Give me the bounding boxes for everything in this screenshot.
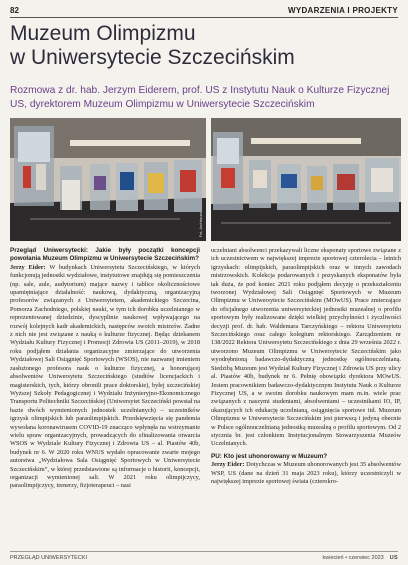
footer-right	[323, 555, 398, 561]
answer-2-text: Dotychczas w Muzeum uhonorowanych jest 35 absolwentów WSP, US (dane na dzień 31 maja 2023 roku), którzy uczestniczyli w największej imprezie sportowej świata (czterokro-	[211, 461, 401, 485]
question-2: PU: Kto jest uhonorowany w Muzeum?	[211, 452, 328, 460]
question-1: Przegląd Uniwersytecki: Jakie były początki koncepcji powołania Muzeum Olimpizmu w Uniwersytecie Szczecińskim?	[10, 247, 200, 263]
museum-photo-right	[211, 118, 401, 241]
header-divider	[10, 17, 398, 18]
page-number: 82	[10, 5, 19, 15]
article-column-left	[10, 247, 200, 549]
article-lead: Rozmowa z dr. hab. Jerzym Eiderem, prof. US z Instytutu Nauk o Kulturze Fizycznej US, dyrektorem Muzeum Olimpizmu w Uniwersytecie Szczecińskim	[10, 85, 390, 110]
article-column-right	[211, 247, 401, 549]
footer-divider	[10, 551, 398, 552]
speaker-label: Jerzy Eider:	[10, 263, 46, 271]
article-title-line-2: w Uniwersytecie Szczecińskim	[10, 46, 295, 69]
answer-1-part-2: uczelniani absolwenci przekazywali liczne eksponaty sportowe związane z ich uczestnictwem w największej imprezie sportowej czterolecia – letnich igrzyskach: olimpijskich, paraolimpijskich oraz w innych zawodach mistrzowskich. Kolekcja podarowanych i pozyskanych eksponatów była tak duża, że pod koniec 2021 roku podjąłem decyzję o przekształceniu tworzonej Wydziałowej Sali Osiągnięć Sportowych w Muzeum Olimpizmu w Uniwersytecie Szczecińskim (MOwUS). Prace zmierzające do oficjalnego utworzenia uniwersyteckiej jednostki muzealnej o profilu sportowym były realizowane dzięki wielkiej przychylności i życzliwości decyzji prof. dr. hab. Waldemara Tarczyńskiego – rektora Uniwersytetu Szczecińskiego oraz całego kolegium rektorskiego. Zarządzeniem nr 138/2022 Rektora Uniwersytetu Szczecińskiego z dnia 29 września 2022 r. utworzono Muzeum Olimpizmu w Uniwersytecie Szczecińskim jako wyodrębnioną badawczo-dydaktyczną jednostkę ogólnouczelnianą. Siedzibą Muzeum jest Wydział Kultury Fizycznej i Zdrowia US przy ulicy al. Piastów 40b, budynek nr 6. Pełnię obowiązki dyrektora MOwUS. Jestem pracownikiem badawczo-dydaktycznym Instytutu Nauk o Kulturze Fizycznej US, a w swoim dorobku naukowym mam m.in. wiele prac związanych z naszymi studentami, absolwentami – uczestnikami IO, IP, ukazujących ich edukację uczelnianą, osiągnięcia sportowe itd. Muzeum Olimpizmu w Uniwersytecie Szczecińskim jest pierwszą i jedyną obecnie w Polsce ogólnouczelnianą jednostką muzealną o profilu sportowym. Od 2 stycznia br. jest członkiem Instytucjonalnym Stowarzyszenia Muzeów Uczelnianych.	[211, 247, 401, 448]
answer-2	[211, 461, 401, 486]
publication-name: PRZEGLĄD UNIWERSYTECKI	[10, 555, 88, 561]
page-header	[10, 4, 398, 16]
speaker-label-2: Jerzy Eider:	[211, 461, 245, 469]
page-footer	[10, 553, 398, 563]
section-title: WYDARZENIA I PROJEKTY	[287, 5, 398, 15]
university-logo: US	[389, 555, 398, 561]
museum-photo-left	[10, 118, 206, 241]
photo-credit: Fot. Archiwum	[198, 211, 203, 237]
article-title-line-1: Muzeum Olimpizmu	[10, 22, 196, 45]
answer-1-text-left: W budynkach Uniwersytetu Szczecińskiego, w których funkcjonują jednostki wydziałowe, instytutowe znajdują się pomieszczenia (np. sale, aule, audytorium) mające nazwy i tablice okolicznościowe upamiętniające działalność: naukową, dydaktyczną, organizacyjną profesorów związanych z Uniwersytetem, akademickiego Szczecina, Pomorza Zachodniego, polskiej nauki, w tym ich dorobku uczelnianego w reprezentowanej dziedzinie, dyscyplinie naukowej wpływającego na rozwój kolejnych kadr akademickich, następców swoich mistrzów. Żadne z nich nie jest związane z nauką o kulturze fizycznej. Będąc dziekanem Wydziału Kultury Fizycznej i Promocji Zdrowia US (2011–2019), w 2018 roku podjąłem działania organizacyjne zmierzające do utworzenia Wydziałowej Sali Osiągnięć Sportowych (WSOS), nie nazwanej imieniem zasłużonego profesora nauk o kulturze fizycznej, a honorującej absolwentów Uniwersytetu Szczecińskiego (studiów licencjackich i magisterskich, tych, którzy obronili prace doktorskie), byłej szczecińskiej Wyższej Szkoły Pedagogicznej i Wydziału Inżynieryjno-Ekonomicznego Transportu Politechniki Szczecińskiej (Uniwersytet Szczeciński powstał na bazie dwóch wymienionych jednostek uczelnianych) – uczestników igrzysk olimpijskich lub paraolimpijskich. Przedsięwzięcia się pandemia wywołana koronawirusem COVID-19 znacząco wpłynęła na wstrzymanie wielu spraw organizacyjnych, prowadzących do sfinalizowania otwarcia WSOS w Wydziale Kultury Fizycznej i Zdrowia US – al. Piastów 40b, budynek nr 6. W 2020 roku WNUS wydało opracowanie zwarte mojego autorstwa „Wydziałowa Sala Osiągnięć Sportowych w Uniwersytecie Szczecińskim”, w której przedstawione są informacje o historii, koncepcji, organizacji wymienionej sali. W 2021 roku olimpijczycy, paraolimpijczycy, trenerzy, fizjoterapeuci – nasi	[10, 263, 200, 490]
article-title	[10, 22, 400, 70]
issue-date: kwiecień • czerwiec 2023	[322, 555, 384, 561]
answer-1-part-1	[10, 264, 200, 491]
